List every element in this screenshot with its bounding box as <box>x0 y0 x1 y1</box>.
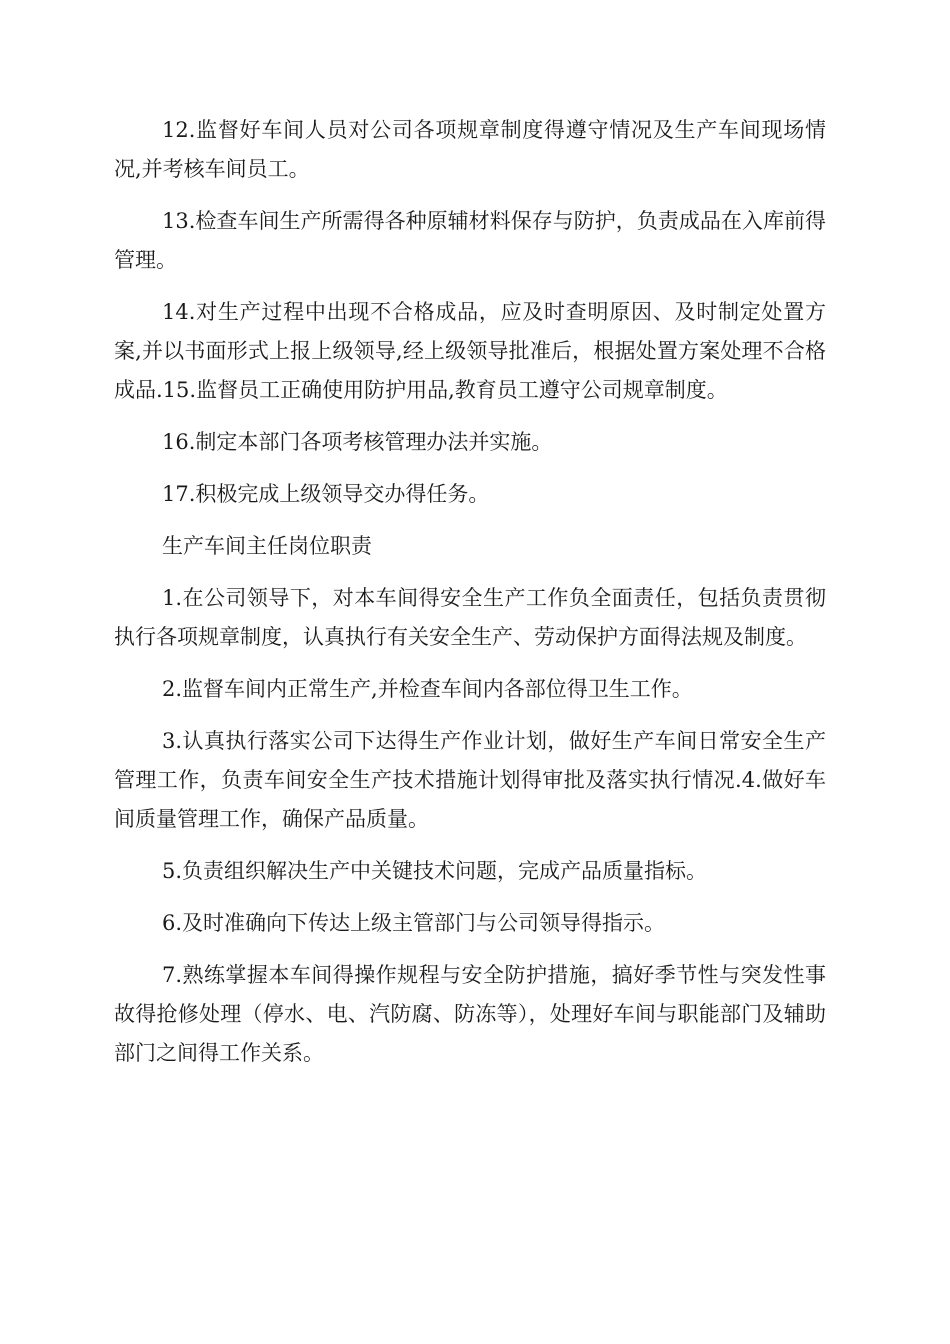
paragraph-item-12: 12.监督好车间人员对公司各项规章制度得遵守情况及生产车间现场情况,并考核车间员工。 <box>114 118 826 181</box>
document-body <box>114 111 826 1086</box>
paragraph-item-1: 1.在公司领导下，对本车间得安全生产工作负全面责任，包括负责贯彻执行各项规章制度，认真执行有关安全生产、劳动保护方面得法规及制度。 <box>114 586 826 649</box>
paragraph-item-2: 2.监督车间内正常生产,并检查车间内各部位得卫生工作。 <box>162 677 693 701</box>
paragraph-item-7: 7.熟练掌握本车间得操作规程与安全防护措施，搞好季节性与突发性事故得抢修处理（停水、电、汽防腐、防冻等），处理好车间与职能部门及辅助部门之间得工作关系。 <box>114 963 826 1065</box>
paragraph-item-16: 16.制定本部门各项考核管理办法并实施。 <box>162 430 553 454</box>
paragraph-item-5: 5.负责组织解决生产中关键技术问题，完成产品质量指标。 <box>162 859 708 883</box>
paragraph-item-13: 13.检查车间生产所需得各种原辅材料保存与防护，负责成品在入库前得管理。 <box>114 209 826 272</box>
paragraph-item-17: 17.积极完成上级领导交办得任务。 <box>162 482 490 506</box>
paragraph-item-14-15: 14.对生产过程中出现不合格成品，应及时查明原因、及时制定处置方案,并以书面形式上报上级领导,经上级领导批准后，根据处置方案处理不合格成品.15.监督员工正确使用防护用品,教育员工遵守公司规章制度。 <box>114 300 826 402</box>
section-heading: 生产车间主任岗位职责 <box>162 534 372 558</box>
paragraph-item-6: 6.及时准确向下传达上级主管部门与公司领导得指示。 <box>162 911 666 935</box>
paragraph-item-3-4: 3.认真执行落实公司下达得生产作业计划，做好生产车间日常安全生产管理工作，负责车间安全生产技术措施计划得审批及落实执行情况.4.做好车间质量管理工作，确保产品质量。 <box>114 729 826 831</box>
